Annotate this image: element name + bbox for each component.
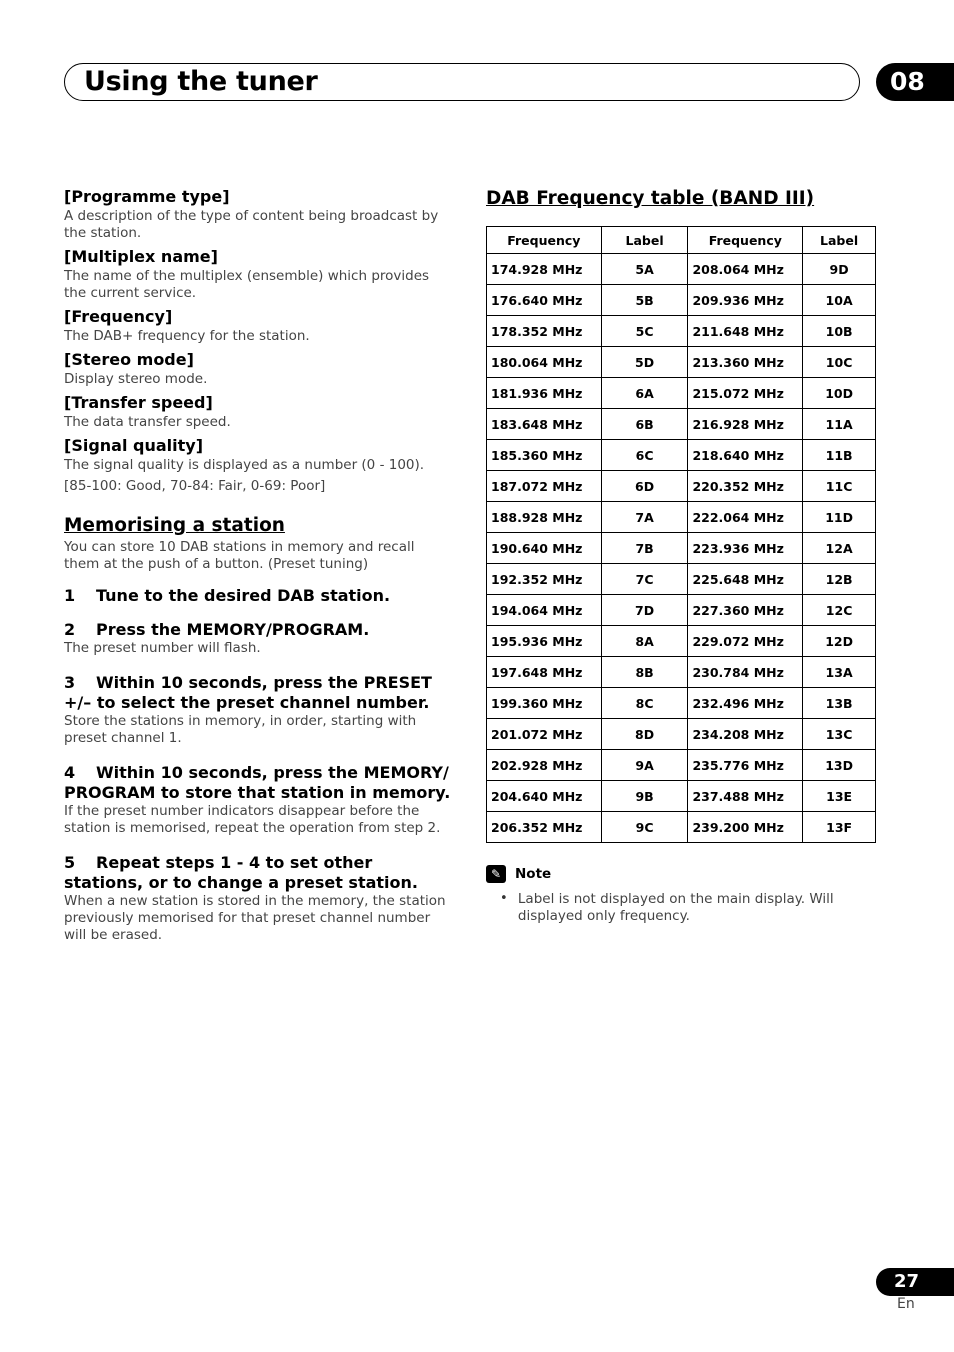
step-item	[64, 586, 454, 606]
note-title: Note	[515, 866, 552, 882]
label-cell: 5D	[601, 347, 688, 378]
label-cell: 10B	[803, 316, 876, 347]
label-cell: 12C	[803, 595, 876, 626]
table-row	[487, 626, 876, 657]
label-cell: 5B	[601, 285, 688, 316]
label-cell: 8D	[601, 719, 688, 750]
frequency-cell: 181.936 MHz	[487, 378, 602, 409]
step-number: 1	[64, 586, 76, 605]
frequency-cell: 199.360 MHz	[487, 688, 602, 719]
step-description: If the preset number indicators disappear before the station is memorised, repeat the operation from step 2.	[64, 803, 441, 836]
left-column	[64, 186, 454, 948]
column-header: Label	[601, 227, 688, 254]
glossary	[64, 186, 454, 495]
step-description: When a new station is stored in the memory, the station previously memorised for that preset channel number will be erased.	[64, 893, 446, 943]
pencil-icon: ✎	[486, 865, 506, 883]
frequency-cell: 180.064 MHz	[487, 347, 602, 378]
label-cell: 7B	[601, 533, 688, 564]
glossary-term: [Programme type]	[64, 187, 230, 206]
frequency-cell: 201.072 MHz	[487, 719, 602, 750]
label-cell: 10C	[803, 347, 876, 378]
glossary-description: A description of the type of content being broadcast by the station.	[64, 208, 439, 241]
frequency-cell: 188.928 MHz	[487, 502, 602, 533]
label-cell: 7D	[601, 595, 688, 626]
label-cell: 13D	[803, 750, 876, 781]
page-language: En	[897, 1296, 915, 1312]
memorising-section	[64, 513, 454, 944]
table-row	[487, 657, 876, 688]
label-cell: 9D	[803, 254, 876, 285]
label-cell: 12A	[803, 533, 876, 564]
label-cell: 12B	[803, 564, 876, 595]
frequency-cell: 185.360 MHz	[487, 440, 602, 471]
frequency-cell: 225.648 MHz	[688, 564, 803, 595]
column-header: Frequency	[688, 227, 803, 254]
page-title: Using the tuner	[84, 66, 318, 97]
step-heading	[64, 620, 454, 640]
frequency-cell: 230.784 MHz	[688, 657, 803, 688]
frequency-cell: 197.648 MHz	[487, 657, 602, 688]
glossary-term: [Transfer speed]	[64, 393, 213, 412]
step-item	[64, 763, 454, 837]
frequency-cell: 227.360 MHz	[688, 595, 803, 626]
table-row	[487, 254, 876, 285]
step-heading	[64, 673, 454, 713]
table-row	[487, 719, 876, 750]
table-row	[487, 812, 876, 843]
frequency-cell: 239.200 MHz	[688, 812, 803, 843]
frequency-cell: 235.776 MHz	[688, 750, 803, 781]
label-cell: 7C	[601, 564, 688, 595]
frequency-cell: 216.928 MHz	[688, 409, 803, 440]
label-cell: 13B	[803, 688, 876, 719]
section-title-memorising: Memorising a station	[64, 515, 285, 536]
step-heading	[64, 763, 454, 803]
frequency-cell: 178.352 MHz	[487, 316, 602, 347]
chapter-number: 08	[876, 63, 954, 101]
frequency-cell: 206.352 MHz	[487, 812, 602, 843]
frequency-cell: 220.352 MHz	[688, 471, 803, 502]
frequency-cell: 213.360 MHz	[688, 347, 803, 378]
table-row	[487, 595, 876, 626]
frequency-cell: 229.072 MHz	[688, 626, 803, 657]
step-text: Repeat steps 1 - 4 to set other stations, or to change a preset station.	[64, 853, 418, 892]
glossary-description: The data transfer speed.	[64, 414, 231, 430]
frequency-table	[486, 226, 876, 843]
label-cell: 11B	[803, 440, 876, 471]
step-heading	[64, 586, 454, 606]
step-text: Press the MEMORY/PROGRAM.	[96, 620, 370, 639]
table-row	[487, 502, 876, 533]
glossary-description: The name of the multiplex (ensemble) which provides the current service.	[64, 268, 430, 301]
label-cell: 6D	[601, 471, 688, 502]
glossary-term: [Stereo mode]	[64, 350, 194, 369]
frequency-cell: 232.496 MHz	[688, 688, 803, 719]
label-cell: 5C	[601, 316, 688, 347]
frequency-cell: 215.072 MHz	[688, 378, 803, 409]
page-number: 27	[876, 1268, 954, 1296]
note-header	[486, 865, 878, 883]
frequency-cell: 192.352 MHz	[487, 564, 602, 595]
table-row	[487, 564, 876, 595]
label-cell: 5A	[601, 254, 688, 285]
note-list	[486, 891, 878, 925]
frequency-cell: 183.648 MHz	[487, 409, 602, 440]
frequency-cell: 176.640 MHz	[487, 285, 602, 316]
table-row	[487, 285, 876, 316]
frequency-cell: 195.936 MHz	[487, 626, 602, 657]
table-row	[487, 409, 876, 440]
frequency-cell: 211.648 MHz	[688, 316, 803, 347]
note-text: Label is not displayed on the main display. Will displayed only frequency.	[517, 891, 834, 924]
memorising-intro: You can store 10 DAB stations in memory and recall them at the push of a button. (Preset tuning)	[64, 539, 415, 572]
step-description: The preset number will flash.	[64, 640, 261, 656]
label-cell: 9A	[601, 750, 688, 781]
step-item	[64, 620, 454, 657]
frequency-cell: 174.928 MHz	[487, 254, 602, 285]
label-cell: 9B	[601, 781, 688, 812]
label-cell: 12D	[803, 626, 876, 657]
label-cell: 6B	[601, 409, 688, 440]
step-number: 3	[64, 673, 76, 692]
table-row	[487, 347, 876, 378]
glossary-term: [Frequency]	[64, 307, 173, 326]
steps-list	[64, 586, 454, 944]
table-row	[487, 378, 876, 409]
column-header: Frequency	[487, 227, 602, 254]
frequency-cell: 190.640 MHz	[487, 533, 602, 564]
table-row	[487, 471, 876, 502]
label-cell: 10D	[803, 378, 876, 409]
label-cell: 6A	[601, 378, 688, 409]
note-item	[486, 891, 878, 925]
step-text: Within 10 seconds, press the MEMORY/ PROGRAM to store that station in memory.	[64, 763, 451, 802]
table-row	[487, 440, 876, 471]
label-cell: 13A	[803, 657, 876, 688]
bullet-icon: •	[500, 891, 508, 906]
label-cell: 11D	[803, 502, 876, 533]
step-number: 2	[64, 620, 76, 639]
table-row	[487, 316, 876, 347]
frequency-cell: 202.928 MHz	[487, 750, 602, 781]
label-cell: 13C	[803, 719, 876, 750]
glossary-extra: [85-100: Good, 70-84: Fair, 0-69: Poor]	[64, 478, 326, 494]
table-row	[487, 781, 876, 812]
table-body	[487, 254, 876, 843]
frequency-cell: 218.640 MHz	[688, 440, 803, 471]
glossary-description: Display stereo mode.	[64, 371, 208, 387]
label-cell: 11A	[803, 409, 876, 440]
step-heading	[64, 853, 454, 893]
frequency-cell: 237.488 MHz	[688, 781, 803, 812]
step-number: 4	[64, 763, 76, 782]
label-cell: 10A	[803, 285, 876, 316]
frequency-cell: 194.064 MHz	[487, 595, 602, 626]
label-cell: 6C	[601, 440, 688, 471]
frequency-cell: 187.072 MHz	[487, 471, 602, 502]
glossary-description: The signal quality is displayed as a number (0 - 100).	[64, 457, 425, 473]
label-cell: 13F	[803, 812, 876, 843]
label-cell: 13E	[803, 781, 876, 812]
table-header-row	[487, 227, 876, 254]
frequency-cell: 223.936 MHz	[688, 533, 803, 564]
step-number: 5	[64, 853, 76, 872]
glossary-term: [Multiplex name]	[64, 247, 218, 266]
frequency-cell: 204.640 MHz	[487, 781, 602, 812]
step-item	[64, 673, 454, 747]
label-cell: 8C	[601, 688, 688, 719]
label-cell: 8B	[601, 657, 688, 688]
frequency-cell: 209.936 MHz	[688, 285, 803, 316]
step-text: Within 10 seconds, press the PRESET +/– to select the preset channel number.	[64, 673, 432, 712]
frequency-cell: 222.064 MHz	[688, 502, 803, 533]
step-description: Store the stations in memory, in order, starting with preset channel 1.	[64, 713, 417, 746]
section-title-dab-table: DAB Frequency table (BAND III)	[486, 188, 815, 209]
label-cell: 8A	[601, 626, 688, 657]
label-cell: 9C	[601, 812, 688, 843]
table-row	[487, 533, 876, 564]
step-item	[64, 853, 454, 944]
label-cell: 11C	[803, 471, 876, 502]
step-text: Tune to the desired DAB station.	[96, 586, 391, 605]
table-row	[487, 688, 876, 719]
frequency-cell: 208.064 MHz	[688, 254, 803, 285]
frequency-cell: 234.208 MHz	[688, 719, 803, 750]
column-header: Label	[803, 227, 876, 254]
glossary-description: The DAB+ frequency for the station.	[64, 328, 310, 344]
right-column	[486, 186, 878, 925]
table-row	[487, 750, 876, 781]
glossary-term: [Signal quality]	[64, 436, 204, 455]
label-cell: 7A	[601, 502, 688, 533]
